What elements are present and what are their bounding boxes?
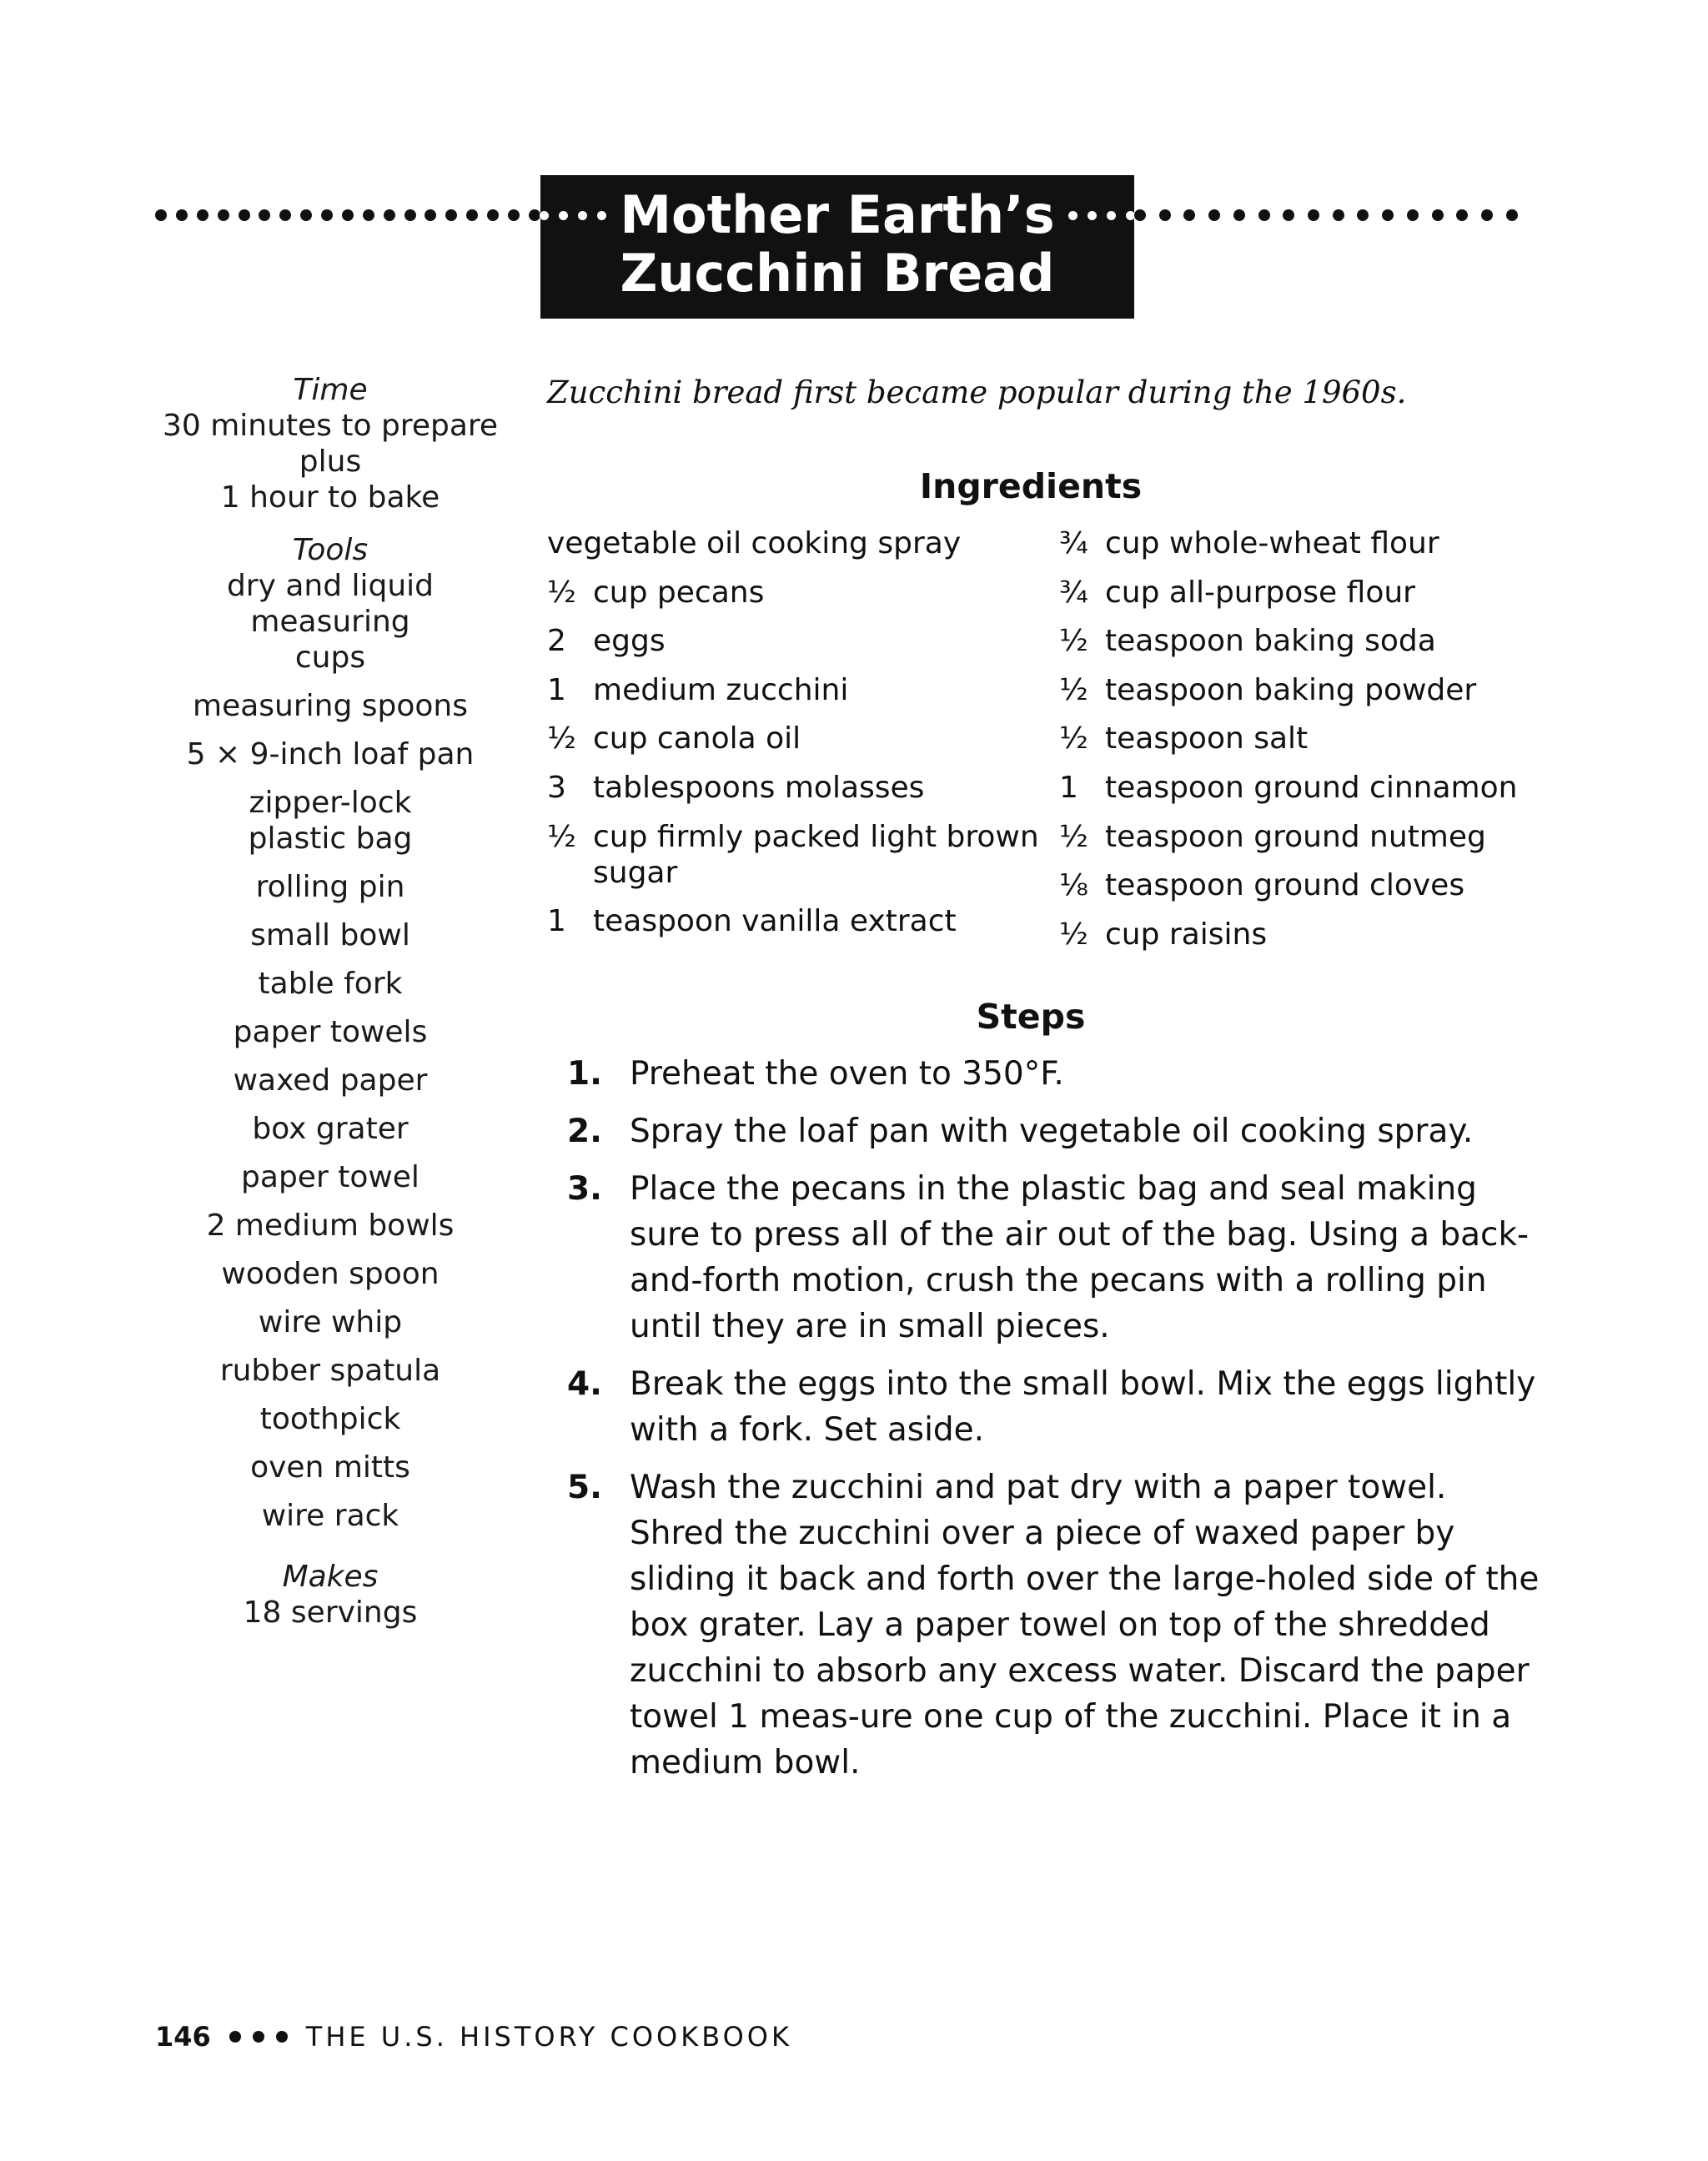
ingredient-text: teaspoon baking soda: [1105, 624, 1436, 659]
ingredient-item: [547, 575, 1047, 611]
ingredient-quantity: ½: [547, 819, 576, 854]
divider-dot: [321, 209, 333, 221]
ingredient-item: [1059, 721, 1560, 756]
ingredient-item: [547, 525, 1047, 561]
ingredient-text: cup whole-wheat flour: [1105, 526, 1439, 560]
time-line: plus: [299, 445, 362, 479]
divider-dot: [279, 209, 291, 221]
tools-list: [155, 568, 505, 1534]
ingredients-column-left: [547, 525, 1047, 952]
ingredient-text: teaspoon salt: [1105, 721, 1309, 756]
divider-dot: [1159, 209, 1171, 221]
ingredient-item: [1059, 672, 1560, 708]
ingredient-quantity: 1: [1059, 770, 1078, 805]
title-dots-left: [155, 199, 540, 232]
tool-item: table fork: [258, 967, 403, 1001]
page-number: 146: [155, 2021, 211, 2053]
tool-item: paper towel: [241, 1160, 419, 1194]
step-text: Spray the loaf pan with vegetable oil cooking spray.: [630, 1113, 1474, 1150]
tool-item: waxed paper: [233, 1063, 428, 1098]
tool-item: dry and liquid measuring cups: [226, 569, 435, 675]
ingredients-column-right: [1059, 525, 1560, 965]
ingredient-item: [1059, 575, 1560, 611]
time-block: [155, 372, 505, 515]
ingredient-item: [1059, 525, 1560, 561]
ingredient-item: [1059, 770, 1560, 806]
ingredient-quantity: 1: [547, 904, 566, 939]
step-text: Wash the zucchini and pat dry with a paper towel. Shred the zucchini over a piece of waxed paper by sliding it back and forth over the large-holed side of the box grater. Lay a paper towel on top of the shredded zucchini to absorb any excess water. Discard the paper towel 1 meas-ure one cup of the zucchini. Place it in a medium bowl.: [630, 1469, 1540, 1782]
divider-dot: [1208, 209, 1220, 221]
ingredient-text: teaspoon ground nutmeg: [1105, 819, 1486, 854]
step-item: [567, 1465, 1551, 1786]
tool-item: rubber spatula: [219, 1354, 441, 1388]
ingredient-quantity: 2: [547, 624, 566, 659]
step-number: 3.: [567, 1170, 602, 1208]
time-line: 30 minutes to prepare: [162, 409, 499, 443]
page-footer: [155, 2020, 792, 2053]
divider-dot: [176, 209, 188, 221]
ingredient-quantity: ⅛: [1059, 868, 1088, 903]
footer-dot: [253, 2031, 264, 2043]
title-inner-dots-left: [535, 211, 611, 220]
ingredient-text: cup firmly packed light brown sugar: [593, 819, 1039, 890]
tool-item: 2 medium bowls: [206, 1209, 455, 1243]
divider-dot: [1407, 209, 1419, 221]
divider-dot: [487, 209, 499, 221]
step-number: 5.: [567, 1469, 602, 1506]
step-number: 1.: [567, 1055, 602, 1093]
tool-item: wire rack: [261, 1499, 399, 1533]
recipe-title-line-2: Zucchini Bread: [620, 243, 1055, 304]
tool-item: small bowl: [250, 918, 410, 952]
divider-dot: [239, 209, 250, 221]
divider-dot: [259, 209, 270, 221]
ingredient-item: [1059, 867, 1560, 903]
tool-item: measuring spoons: [193, 689, 468, 723]
recipe-title-line-1: [526, 186, 1148, 244]
ingredient-text: teaspoon baking powder: [1105, 672, 1477, 707]
ingredient-quantity: ½: [1059, 672, 1088, 707]
step-number: 2.: [567, 1113, 602, 1150]
tool-item: wooden spoon: [221, 1257, 440, 1291]
divider-dot: [466, 209, 478, 221]
makes-label: Makes: [282, 1560, 379, 1594]
divider-dot: [1382, 209, 1394, 221]
tool-item: box grater: [252, 1112, 409, 1146]
ingredient-text: medium zucchini: [593, 672, 849, 707]
tool-item: rolling pin: [255, 870, 405, 904]
ingredient-item: [547, 819, 1047, 891]
footer-dot: [276, 2031, 288, 2043]
time-label: Time: [293, 373, 368, 407]
makes-block: [155, 1559, 505, 1631]
ingredient-text: teaspoon ground cloves: [1105, 868, 1465, 903]
divider-dot: [197, 209, 208, 221]
recipe-intro: Zucchini bread first became popular during the 1960s.: [547, 374, 1407, 410]
tool-item: paper towels: [233, 1015, 428, 1049]
step-item: [567, 1166, 1551, 1349]
divider-dot: [1432, 209, 1444, 221]
recipe-sidebar: [155, 372, 505, 1647]
tools-block: [155, 532, 505, 1534]
tools-label: Tools: [292, 533, 369, 567]
ingredient-item: [1059, 819, 1560, 855]
step-text: Place the pecans in the plastic bag and seal making sure to press all of the air out of the bag. Using a back-and-forth motion, crush the pecans with a rolling pin until they are in small pieces.: [630, 1170, 1530, 1345]
divider-dot: [1481, 209, 1493, 221]
ingredient-text: vegetable oil cooking spray: [547, 526, 962, 560]
step-number: 4.: [567, 1365, 602, 1403]
step-item: [567, 1108, 1551, 1154]
title-dots-right: [1134, 199, 1518, 232]
divider-dot: [300, 209, 312, 221]
divider-dot: [1357, 209, 1369, 221]
book-title: THE U.S. HISTORY COOKBOOK: [305, 2021, 792, 2053]
ingredient-text: tablespoons molasses: [593, 770, 925, 805]
recipe-title-text-1: Mother Earth’s: [620, 184, 1055, 245]
divider-dot: [1283, 209, 1294, 221]
title-inner-dots-right: [1063, 211, 1140, 220]
time-line: 1 hour to bake: [220, 480, 440, 515]
recipe-title-banner: [540, 175, 1134, 319]
divider-dot: [404, 209, 416, 221]
ingredient-text: teaspoon ground cinnamon: [1105, 770, 1518, 805]
ingredient-text: eggs: [593, 624, 666, 659]
ingredient-quantity: ½: [547, 575, 576, 610]
ingredient-text: cup pecans: [593, 575, 765, 610]
tool-item: 5 × 9-inch loaf pan: [186, 737, 475, 771]
ingredient-item: [547, 770, 1047, 806]
ingredient-quantity: 1: [547, 672, 566, 707]
footer-dot: [229, 2031, 241, 2043]
divider-dot: [1456, 209, 1468, 221]
divider-dot: [424, 209, 436, 221]
divider-dot: [1183, 209, 1195, 221]
divider-dot: [1333, 209, 1344, 221]
ingredient-text: teaspoon vanilla extract: [593, 904, 957, 939]
ingredient-quantity: ½: [547, 721, 576, 756]
ingredient-item: [547, 672, 1047, 708]
ingredient-quantity: ½: [1059, 721, 1088, 756]
ingredient-item: [547, 903, 1047, 939]
ingredient-quantity: 3: [547, 770, 566, 805]
divider-dot: [1258, 209, 1270, 221]
divider-dot: [508, 209, 520, 221]
ingredient-quantity: ¾: [1059, 575, 1088, 610]
divider-dot: [218, 209, 229, 221]
divider-dot: [342, 209, 354, 221]
step-item: [567, 1361, 1551, 1453]
tool-item: wire whip: [258, 1305, 403, 1339]
divider-dot: [1506, 209, 1518, 221]
divider-dot: [363, 209, 374, 221]
ingredient-quantity: ½: [1059, 917, 1088, 952]
steps-heading: Steps: [976, 997, 1086, 1037]
tool-item: toothpick: [259, 1402, 401, 1436]
ingredient-item: [547, 623, 1047, 659]
divider-dot: [1308, 209, 1319, 221]
ingredient-text: cup all-purpose flour: [1105, 575, 1415, 610]
ingredient-item: [1059, 917, 1560, 952]
divider-dot: [445, 209, 457, 221]
divider-dot: [1233, 209, 1245, 221]
makes-value: 18 servings: [243, 1596, 418, 1630]
ingredients-heading: Ingredients: [919, 466, 1143, 506]
ingredient-quantity: ½: [1059, 624, 1088, 659]
step-text: Preheat the oven to 350°F.: [630, 1055, 1064, 1093]
ingredient-item: [1059, 623, 1560, 659]
step-text: Break the eggs into the small bowl. Mix the eggs lightly with a fork. Set aside.: [630, 1365, 1536, 1449]
ingredient-quantity: ¾: [1059, 526, 1088, 560]
divider-dot: [384, 209, 395, 221]
divider-dot: [155, 209, 167, 221]
step-item: [567, 1051, 1551, 1097]
ingredient-text: cup canola oil: [593, 721, 801, 756]
ingredient-quantity: ½: [1059, 819, 1088, 854]
ingredient-item: [547, 721, 1047, 756]
divider-dot: [1134, 209, 1146, 221]
steps-list: [567, 1051, 1551, 1797]
tool-item: oven mitts: [250, 1450, 410, 1485]
tool-item: zipper-lock plastic bag: [248, 786, 413, 856]
ingredient-text: cup raisins: [1105, 917, 1268, 952]
